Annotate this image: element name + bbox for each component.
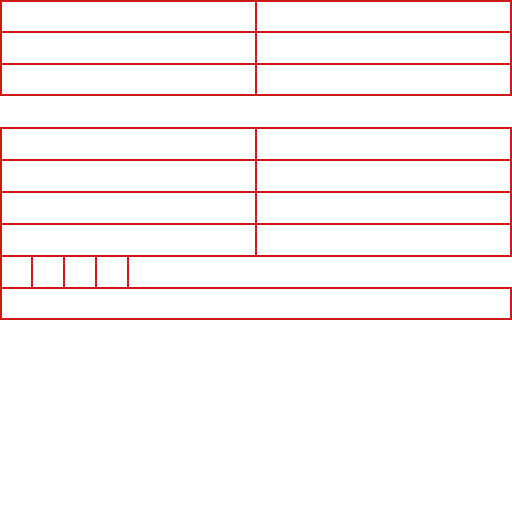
grid-b-r1-c2[interactable]	[255, 127, 512, 161]
grid-b-r1-c1[interactable]	[0, 127, 257, 161]
grid-b-r3-c2[interactable]	[255, 191, 512, 225]
grid-b-r4-c1[interactable]	[0, 223, 257, 257]
grid-b-r3-c1[interactable]	[0, 191, 257, 225]
grid-a-r3-c2[interactable]	[255, 63, 512, 96]
grid-b-r2-c2[interactable]	[255, 159, 512, 193]
wide-box[interactable]	[0, 287, 512, 320]
grid-a-r2-c2[interactable]	[255, 31, 512, 65]
small-box-4[interactable]	[95, 255, 129, 289]
small-box-3[interactable]	[63, 255, 97, 289]
grid-b-r4-c2[interactable]	[255, 223, 512, 257]
small-box-1[interactable]	[0, 255, 34, 289]
small-box-2[interactable]	[31, 255, 65, 289]
grid-a-r1-c1[interactable]	[0, 0, 257, 33]
grid-b-r2-c1[interactable]	[0, 159, 257, 193]
grid-a-r3-c1[interactable]	[0, 63, 257, 96]
grid-a-r2-c1[interactable]	[0, 31, 257, 65]
grid-a-r1-c2[interactable]	[255, 0, 512, 33]
